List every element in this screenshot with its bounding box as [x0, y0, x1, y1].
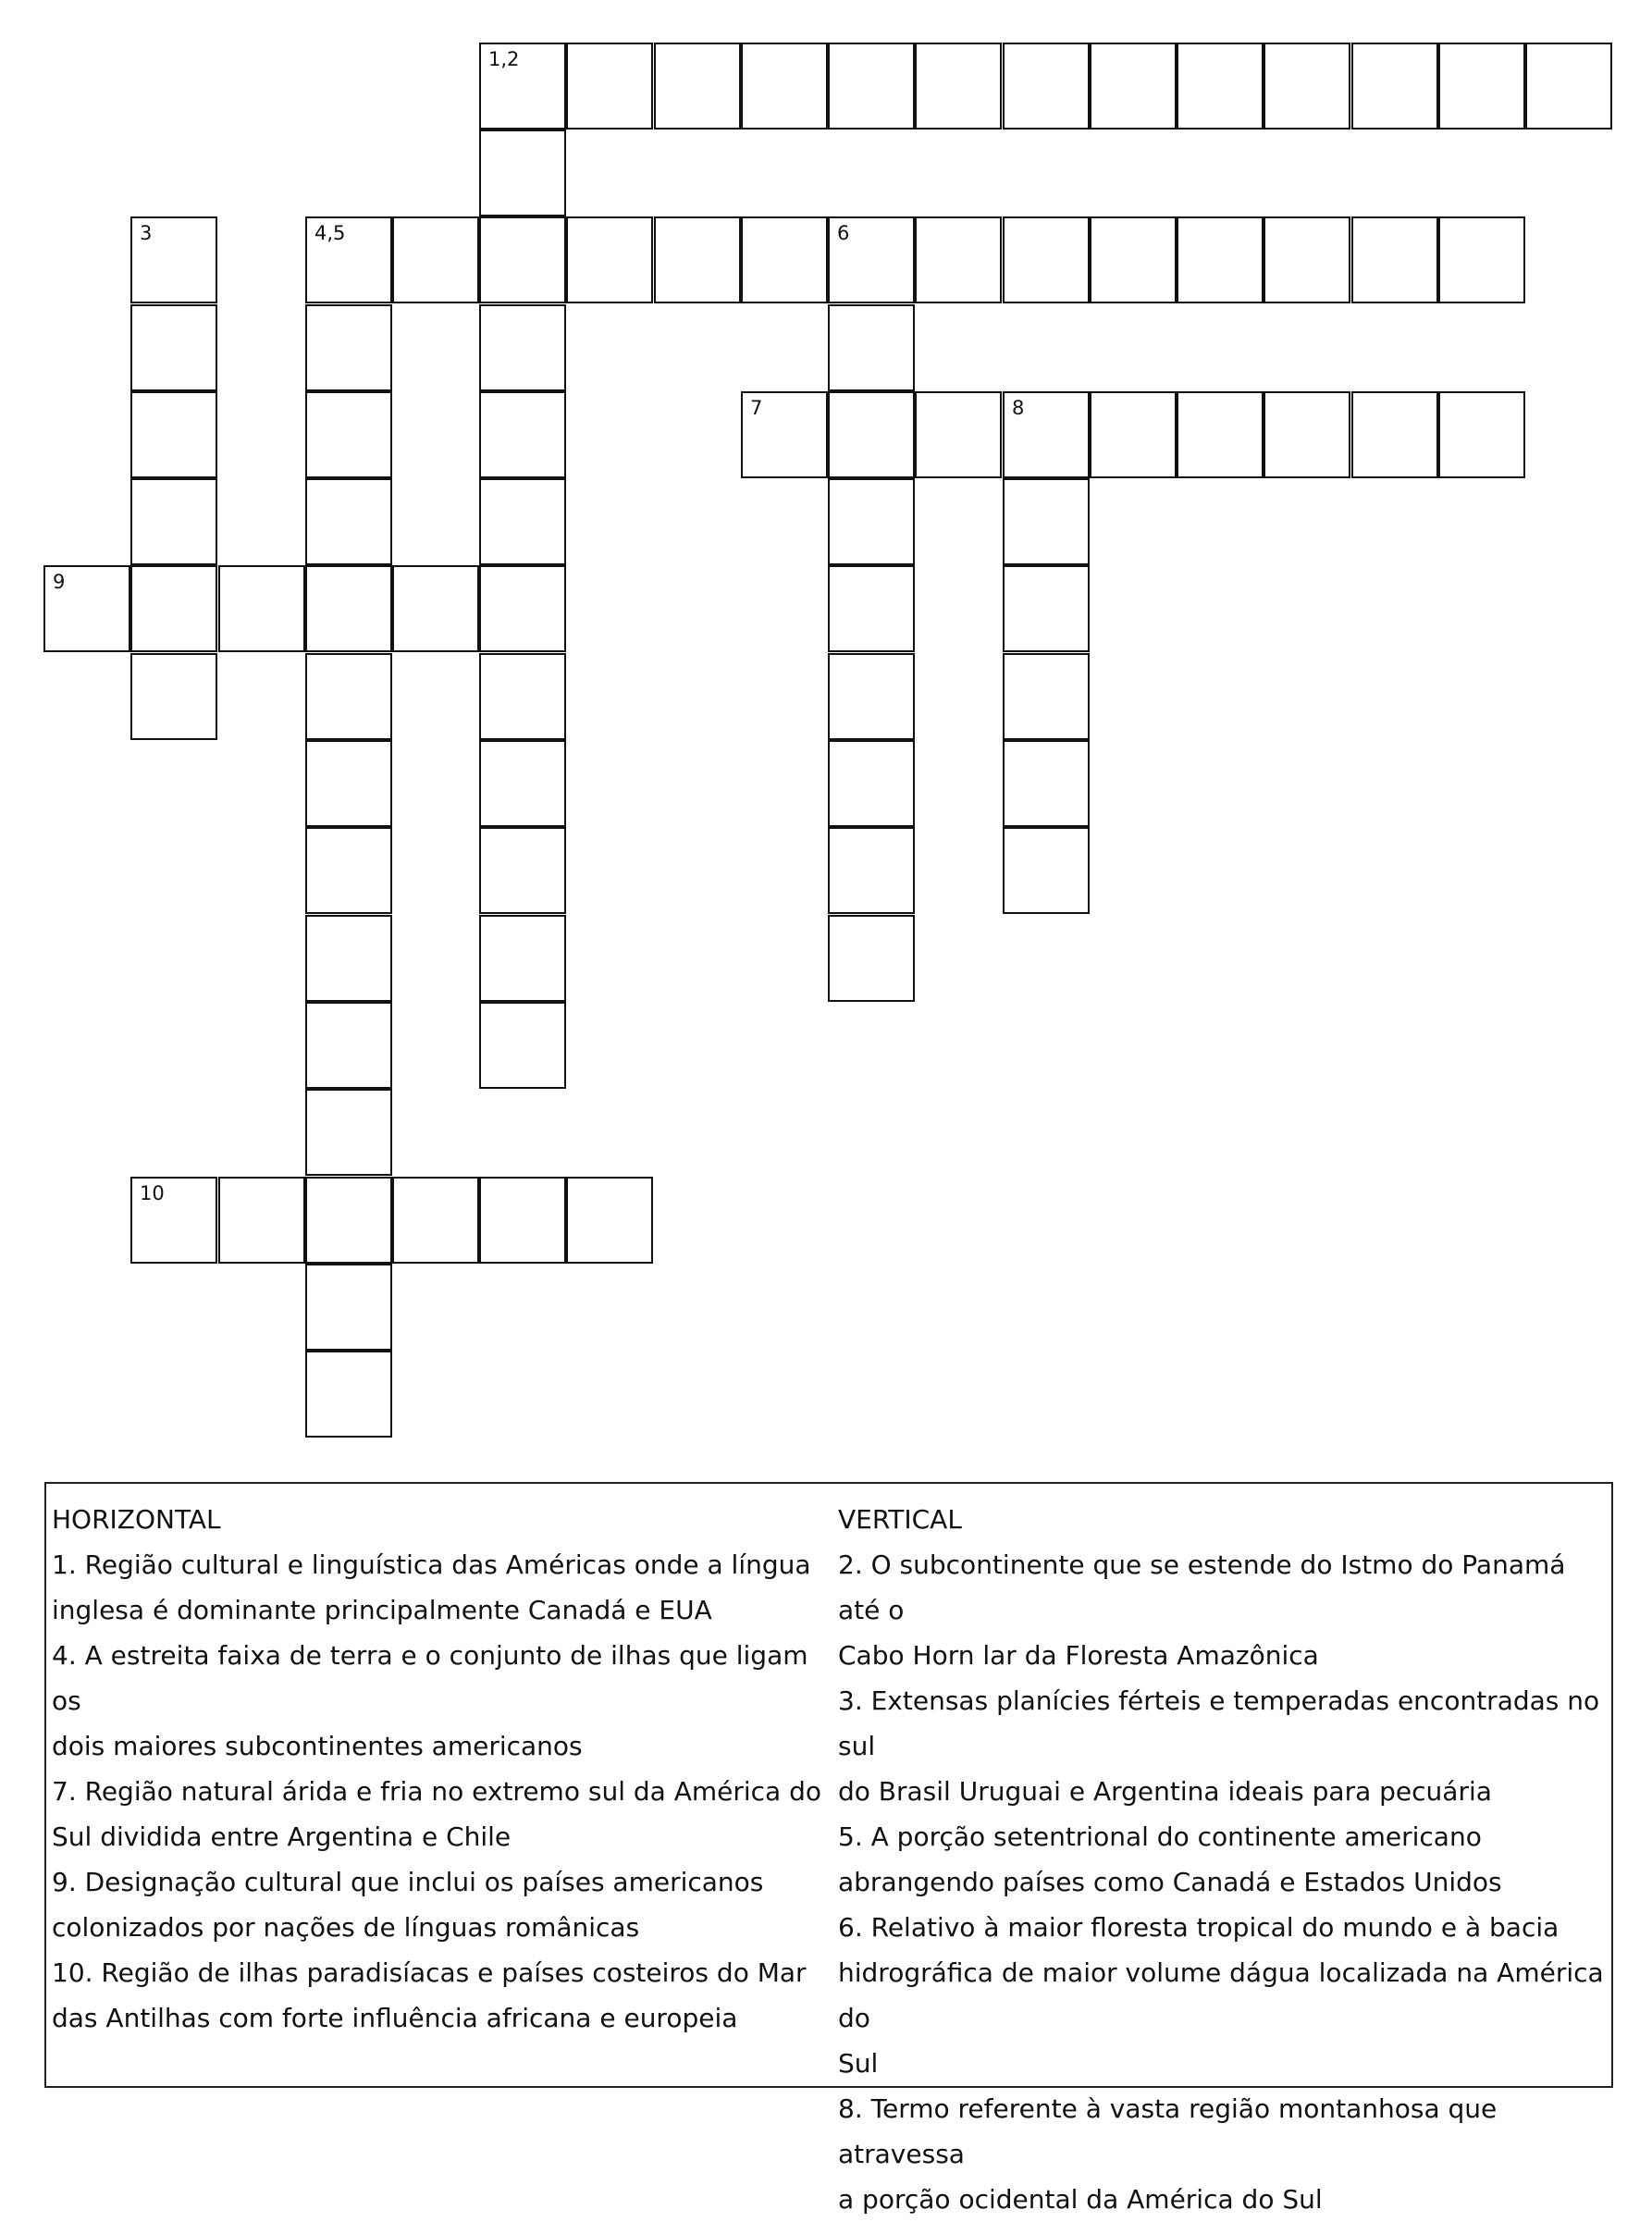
clue-line: 10. Região de ilhas paradisíacas e países costeiros do Mar: [52, 1957, 807, 1988]
crossword-cell[interactable]: [305, 391, 392, 478]
clue-line: 8. Termo referente à vasta região montanhosa que atravessa: [838, 2093, 1498, 2169]
vertical-clues: [838, 1497, 1609, 2222]
clue-line: abrangendo países como Canadá e Estados Unidos: [838, 1867, 1502, 1897]
crossword-cell[interactable]: [1177, 43, 1264, 130]
crossword-cell[interactable]: [305, 478, 392, 565]
clue-line: 6. Relativo à maior floresta tropical do mundo e à bacia: [838, 1912, 1560, 1943]
clue-line: inglesa é dominante principalmente Canadá e EUA: [52, 1595, 712, 1625]
crossword-cell[interactable]: [218, 1177, 305, 1264]
crossword-cell[interactable]: [305, 827, 392, 914]
crossword-cell[interactable]: [1264, 391, 1350, 478]
crossword-cell[interactable]: [1264, 43, 1350, 130]
clue-line: Cabo Horn lar da Floresta Amazônica: [838, 1640, 1319, 1671]
crossword-cell[interactable]: [741, 43, 828, 130]
crossword-cell[interactable]: [1351, 391, 1438, 478]
crossword-cell[interactable]: [1003, 740, 1090, 827]
crossword-cell[interactable]: [1003, 391, 1090, 478]
crossword-cell[interactable]: [305, 565, 392, 652]
crossword-cell[interactable]: [828, 304, 915, 391]
crossword-cell[interactable]: [828, 565, 915, 652]
clue-number: 8: [1012, 397, 1025, 419]
crossword-cell[interactable]: [1003, 43, 1090, 130]
crossword-cell[interactable]: [1003, 827, 1090, 914]
clue-line: 3. Extensas planícies férteis e temperadas encontradas no sul: [838, 1685, 1600, 1761]
crossword-cell[interactable]: [566, 1177, 653, 1264]
crossword-cell[interactable]: [1090, 216, 1177, 303]
vertical-clues-title: VERTICAL: [838, 1504, 962, 1535]
clue-number: 7: [750, 397, 763, 419]
clues-panel: [44, 1482, 1613, 2215]
crossword-cell[interactable]: [130, 565, 217, 652]
crossword-cell[interactable]: [305, 1002, 392, 1089]
clue-number: 6: [837, 222, 850, 244]
crossword-cell[interactable]: [479, 43, 566, 130]
crossword-cell[interactable]: [1177, 216, 1264, 303]
crossword-cell[interactable]: [479, 478, 566, 565]
clue-line: 9. Designação cultural que inclui os países americanos: [52, 1867, 764, 1897]
crossword-cell[interactable]: [828, 43, 915, 130]
crossword-cell[interactable]: [130, 478, 217, 565]
crossword-cell[interactable]: [130, 216, 217, 303]
crossword-cell[interactable]: [479, 391, 566, 478]
clue-number: 10: [140, 1182, 165, 1204]
crossword-cell[interactable]: [43, 565, 130, 652]
crossword-cell[interactable]: [305, 1264, 392, 1351]
crossword-cell[interactable]: [479, 827, 566, 914]
crossword-cell[interactable]: [654, 43, 741, 130]
crossword-cell[interactable]: [741, 216, 828, 303]
clue-line: Sul: [838, 2048, 879, 2079]
clue-line: Sul dividida entre Argentina e Chile: [52, 1821, 512, 1852]
crossword-cell[interactable]: [130, 653, 217, 740]
horizontal-clues-title: HORIZONTAL: [52, 1504, 221, 1535]
clue-line: 2. O subcontinente que se estende do Istmo do Panamá até o: [838, 1549, 1566, 1625]
crossword-cell[interactable]: [305, 1089, 392, 1176]
clue-number: 3: [140, 222, 153, 244]
crossword-cell[interactable]: [305, 216, 392, 303]
crossword-cell[interactable]: [130, 391, 217, 478]
crossword-cell[interactable]: [1003, 653, 1090, 740]
crossword-cell[interactable]: [1090, 391, 1177, 478]
crossword-cell[interactable]: [1351, 43, 1438, 130]
clue-line: 4. A estreita faixa de terra e o conjunto de ilhas que ligam os: [52, 1640, 808, 1716]
crossword-cell[interactable]: [828, 216, 915, 303]
crossword-cell[interactable]: [1003, 478, 1090, 565]
crossword-cell[interactable]: [130, 1177, 217, 1264]
clue-line: das Antilhas com forte influência africana e europeia: [52, 2003, 738, 2033]
crossword-cell[interactable]: [392, 216, 479, 303]
crossword-cell[interactable]: [392, 1177, 479, 1264]
crossword-cell[interactable]: [479, 653, 566, 740]
crossword-cell[interactable]: [1525, 43, 1612, 130]
clue-line: 5. A porção setentrional do continente americano: [838, 1821, 1482, 1852]
crossword-cell[interactable]: [392, 565, 479, 652]
clue-line: hidrográfica de maior volume dágua localizada na América do: [838, 1957, 1604, 2033]
crossword-cell[interactable]: [1003, 216, 1090, 303]
crossword-cell[interactable]: [1351, 216, 1438, 303]
crossword-cell[interactable]: [218, 565, 305, 652]
crossword-cell[interactable]: [1438, 216, 1525, 303]
crossword-cell[interactable]: [915, 43, 1002, 130]
crossword-cell[interactable]: [1177, 391, 1264, 478]
clue-line: a porção ocidental da América do Sul: [838, 2184, 1323, 2215]
crossword-cell[interactable]: [828, 391, 915, 478]
crossword-cell[interactable]: [828, 915, 915, 1002]
crossword-cell[interactable]: [741, 391, 828, 478]
clue-number: 1,2: [488, 48, 520, 70]
clue-number: 9: [53, 571, 66, 593]
crossword-cell[interactable]: [305, 915, 392, 1002]
clue-line: colonizados por nações de línguas românicas: [52, 1912, 640, 1943]
crossword-cell[interactable]: [828, 653, 915, 740]
crossword-cell[interactable]: [479, 130, 566, 216]
crossword-cell[interactable]: [479, 915, 566, 1002]
clue-line: do Brasil Uruguai e Argentina ideais para pecuária: [838, 1776, 1492, 1807]
crossword-cell[interactable]: [654, 216, 741, 303]
crossword-cell[interactable]: [1438, 391, 1525, 478]
crossword-cell[interactable]: [305, 1177, 392, 1264]
crossword-cell[interactable]: [305, 740, 392, 827]
crossword-cell[interactable]: [828, 827, 915, 914]
clue-number: 4,5: [314, 222, 346, 244]
crossword-cell[interactable]: [1090, 43, 1177, 130]
crossword-cell[interactable]: [479, 304, 566, 391]
crossword-cell[interactable]: [479, 740, 566, 827]
crossword-cell[interactable]: [828, 478, 915, 565]
crossword-cell[interactable]: [305, 1351, 392, 1438]
crossword-cell[interactable]: [915, 391, 1002, 478]
crossword-cell[interactable]: [1438, 43, 1525, 130]
clue-line: 1. Região cultural e linguística das Américas onde a língua: [52, 1549, 811, 1580]
crossword-cell[interactable]: [305, 304, 392, 391]
crossword-cell[interactable]: [566, 43, 653, 130]
crossword-cell[interactable]: [828, 740, 915, 827]
crossword-cell[interactable]: [915, 216, 1002, 303]
crossword-cell[interactable]: [479, 565, 566, 652]
crossword-cell[interactable]: [566, 216, 653, 303]
crossword-cell[interactable]: [479, 216, 566, 303]
horizontal-clue-list: [52, 1542, 834, 2041]
crossword-cell[interactable]: [1003, 565, 1090, 652]
crossword-cell[interactable]: [130, 304, 217, 391]
horizontal-clues: [52, 1497, 834, 2041]
crossword-cell[interactable]: [305, 653, 392, 740]
crossword-cell[interactable]: [479, 1002, 566, 1089]
clue-line: dois maiores subcontinentes americanos: [52, 1731, 583, 1761]
crossword-cell[interactable]: [479, 1177, 566, 1264]
crossword-cell[interactable]: [1264, 216, 1350, 303]
clue-line: 7. Região natural árida e fria no extremo sul da América do: [52, 1776, 822, 1807]
vertical-clue-list: [838, 1542, 1609, 2222]
